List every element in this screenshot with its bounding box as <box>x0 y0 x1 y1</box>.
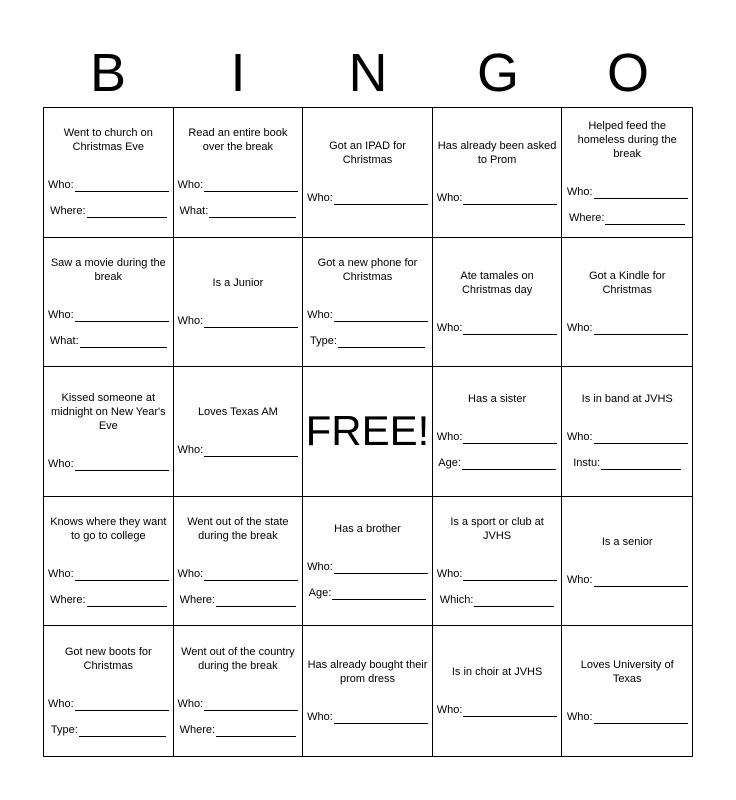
fill-in-label: Who: <box>566 321 593 334</box>
fill-in-line <box>180 593 296 607</box>
fill-in-line <box>307 308 428 322</box>
fill-in-label: Who: <box>177 179 204 192</box>
fill-in-label: Who: <box>177 698 204 711</box>
fill-in-label: Age: <box>308 587 332 600</box>
fill-in-line <box>51 723 166 737</box>
bingo-square <box>174 626 304 756</box>
fill-in-line <box>48 178 169 192</box>
square-prompt: Knows where they want to go to college <box>50 516 167 543</box>
square-prompt: Went out of the state during the break <box>187 516 289 543</box>
header-letter: G <box>476 43 519 103</box>
blank-underline[interactable] <box>594 187 688 199</box>
free-label: FREE! <box>305 407 430 455</box>
blank-underline[interactable] <box>594 323 688 335</box>
fill-in-label: Who: <box>307 561 333 574</box>
blank-underline[interactable] <box>75 180 169 192</box>
fill-in-label: Where: <box>50 594 86 607</box>
square-prompt: Has a sister <box>468 393 527 406</box>
blank-underline[interactable] <box>204 180 298 192</box>
fill-in-label: Who: <box>436 704 463 717</box>
bingo-square <box>562 108 692 238</box>
fill-in-label: Who: <box>307 192 333 205</box>
fill-in-label: Age: <box>438 457 461 470</box>
square-prompt: Has a brother <box>334 523 401 536</box>
fill-in-label: Where: <box>179 594 216 607</box>
square-prompt: Got a new phone for Christmas <box>317 256 418 283</box>
bingo-square <box>44 367 174 497</box>
blank-underline[interactable] <box>463 432 557 444</box>
fill-in-label: Where: <box>179 724 216 737</box>
fill-in-label: Who: <box>177 314 204 327</box>
header-letter: N <box>348 43 388 103</box>
fill-in-line <box>440 593 555 607</box>
fill-in-label: Who: <box>47 179 74 192</box>
blank-underline[interactable] <box>204 699 298 711</box>
fill-in-label: Who: <box>566 186 593 199</box>
square-prompt: Has already bought their prom dress <box>307 659 428 686</box>
fill-in-label: Type: <box>50 724 78 737</box>
bingo-square <box>433 626 563 756</box>
bingo-square <box>562 367 692 497</box>
fill-in-line <box>50 334 167 348</box>
bingo-square <box>433 367 563 497</box>
fill-in-line <box>567 321 688 335</box>
bingo-square <box>562 497 692 627</box>
bingo-square <box>174 497 304 627</box>
fill-in-line <box>438 456 556 470</box>
fill-in-label: Instu: <box>573 457 601 470</box>
square-prompt: Got a Kindle for Christmas <box>588 269 666 296</box>
square-prompt: Helped feed the homeless during the break <box>577 120 677 161</box>
fill-in-line <box>569 211 685 225</box>
fill-in-label: Who: <box>436 192 463 205</box>
blank-underline[interactable] <box>204 445 298 457</box>
fill-in-label: Who: <box>177 444 204 457</box>
square-prompt: Is in band at JVHS <box>581 393 673 406</box>
bingo-square <box>303 626 433 756</box>
square-prompt: Is in choir at JVHS <box>451 666 543 679</box>
fill-in-line <box>178 443 299 457</box>
bingo-square <box>303 108 433 238</box>
bingo-square <box>174 367 304 497</box>
fill-in-line <box>307 560 428 574</box>
square-prompt: Is a senior <box>601 536 653 549</box>
fill-in-label: Who: <box>566 574 593 587</box>
bingo-square <box>303 497 433 627</box>
blank-underline[interactable] <box>334 712 428 724</box>
fill-in-label: Type: <box>310 334 337 347</box>
fill-in-label: Who: <box>307 711 333 724</box>
square-prompt: Kissed someone at midnight on New Year's Eve <box>50 392 166 433</box>
fill-in-label: Which: <box>439 594 474 607</box>
blank-underline[interactable] <box>334 310 428 322</box>
square-prompt: Is a Junior <box>212 276 264 289</box>
blank-underline[interactable] <box>87 206 167 218</box>
fill-in-label: Who: <box>566 431 593 444</box>
bingo-square <box>433 108 563 238</box>
blank-underline[interactable] <box>87 595 167 607</box>
fill-in-line <box>180 204 297 218</box>
fill-in-line <box>567 430 688 444</box>
blank-underline[interactable] <box>216 595 296 607</box>
bingo-square <box>174 238 304 368</box>
fill-in-line <box>309 586 427 600</box>
fill-in-label: What: <box>179 205 209 218</box>
square-prompt: Loves University of Texas <box>580 659 674 686</box>
fill-in-label: Who: <box>566 711 593 724</box>
fill-in-line <box>437 321 558 335</box>
blank-underline[interactable] <box>75 569 169 581</box>
bingo-square <box>44 108 174 238</box>
fill-in-line <box>48 697 169 711</box>
fill-in-line <box>50 593 166 607</box>
bingo-square <box>562 238 692 368</box>
bingo-square <box>433 238 563 368</box>
bingo-header <box>43 42 693 104</box>
blank-underline[interactable] <box>463 569 557 581</box>
fill-in-line <box>178 178 299 192</box>
fill-in-label: Who: <box>177 568 204 581</box>
header-letter: I <box>230 43 246 103</box>
square-prompt: Saw a movie during the break <box>50 256 166 283</box>
blank-underline[interactable] <box>463 193 557 205</box>
fill-in-label: Who: <box>47 458 74 471</box>
fill-in-line <box>573 456 681 470</box>
fill-in-label: Who: <box>436 431 463 444</box>
blank-underline[interactable] <box>594 712 688 724</box>
blank-underline[interactable] <box>605 213 685 225</box>
blank-underline[interactable] <box>334 193 428 205</box>
fill-in-line <box>310 334 425 348</box>
blank-underline[interactable] <box>338 336 425 348</box>
fill-in-line <box>178 314 299 328</box>
fill-in-line <box>567 710 688 724</box>
fill-in-line <box>437 191 558 205</box>
fill-in-label: Who: <box>307 308 333 321</box>
blank-underline[interactable] <box>594 432 688 444</box>
blank-underline[interactable] <box>463 323 557 335</box>
blank-underline[interactable] <box>80 336 167 348</box>
fill-in-line <box>180 723 296 737</box>
square-prompt: Is a sport or club at JVHS <box>450 516 544 543</box>
square-prompt: Went to church on Christmas Eve <box>63 127 153 154</box>
bingo-square <box>433 497 563 627</box>
bingo-board <box>43 107 693 757</box>
blank-underline[interactable] <box>79 725 166 737</box>
blank-underline[interactable] <box>75 459 169 471</box>
fill-in-line <box>567 573 688 587</box>
fill-in-label: Who: <box>436 568 463 581</box>
fill-in-line <box>567 185 688 199</box>
square-prompt: Got an IPAD for Christmas <box>329 140 406 167</box>
blank-underline[interactable] <box>462 458 556 470</box>
square-prompt: Went out of the country during the break <box>181 646 295 673</box>
fill-in-label: Who: <box>47 568 74 581</box>
fill-in-line <box>178 697 299 711</box>
fill-in-line <box>437 703 558 717</box>
blank-underline[interactable] <box>334 562 428 574</box>
bingo-square <box>44 238 174 368</box>
fill-in-line <box>307 710 428 724</box>
blank-underline[interactable] <box>75 310 169 322</box>
fill-in-line <box>178 567 299 581</box>
fill-in-label: Who: <box>47 698 74 711</box>
blank-underline[interactable] <box>474 595 554 607</box>
square-prompt: Ate tamales on Christmas day <box>460 269 534 296</box>
bingo-square <box>303 238 433 368</box>
fill-in-label: Who: <box>436 321 463 334</box>
square-prompt: Got new boots for Christmas <box>64 646 152 673</box>
square-prompt: Loves Texas AM <box>197 406 278 419</box>
square-prompt: Has already been asked to Prom <box>437 140 557 167</box>
fill-in-line <box>48 567 169 581</box>
fill-in-label: What: <box>49 334 79 347</box>
blank-underline[interactable] <box>601 458 681 470</box>
fill-in-line <box>307 191 428 205</box>
fill-in-line <box>48 457 169 471</box>
blank-underline[interactable] <box>209 206 296 218</box>
bingo-square <box>44 497 174 627</box>
blank-underline[interactable] <box>204 569 298 581</box>
fill-in-line <box>437 430 558 444</box>
fill-in-label: Where: <box>50 205 86 218</box>
bingo-square <box>174 108 304 238</box>
fill-in-line <box>48 308 169 322</box>
fill-in-line <box>437 567 558 581</box>
blank-underline[interactable] <box>75 699 169 711</box>
header-letter: B <box>89 43 127 103</box>
blank-underline[interactable] <box>204 316 298 328</box>
fill-in-label: Where: <box>568 212 605 225</box>
blank-underline[interactable] <box>594 575 688 587</box>
header-letter: O <box>606 43 649 103</box>
fill-in-line <box>50 204 166 218</box>
bingo-square <box>562 626 692 756</box>
bingo-square <box>44 626 174 756</box>
square-prompt: Read an entire book over the break <box>188 127 288 154</box>
fill-in-label: Who: <box>47 308 74 321</box>
blank-underline[interactable] <box>216 725 296 737</box>
blank-underline[interactable] <box>463 705 557 717</box>
free-space <box>303 367 433 497</box>
blank-underline[interactable] <box>332 588 426 600</box>
